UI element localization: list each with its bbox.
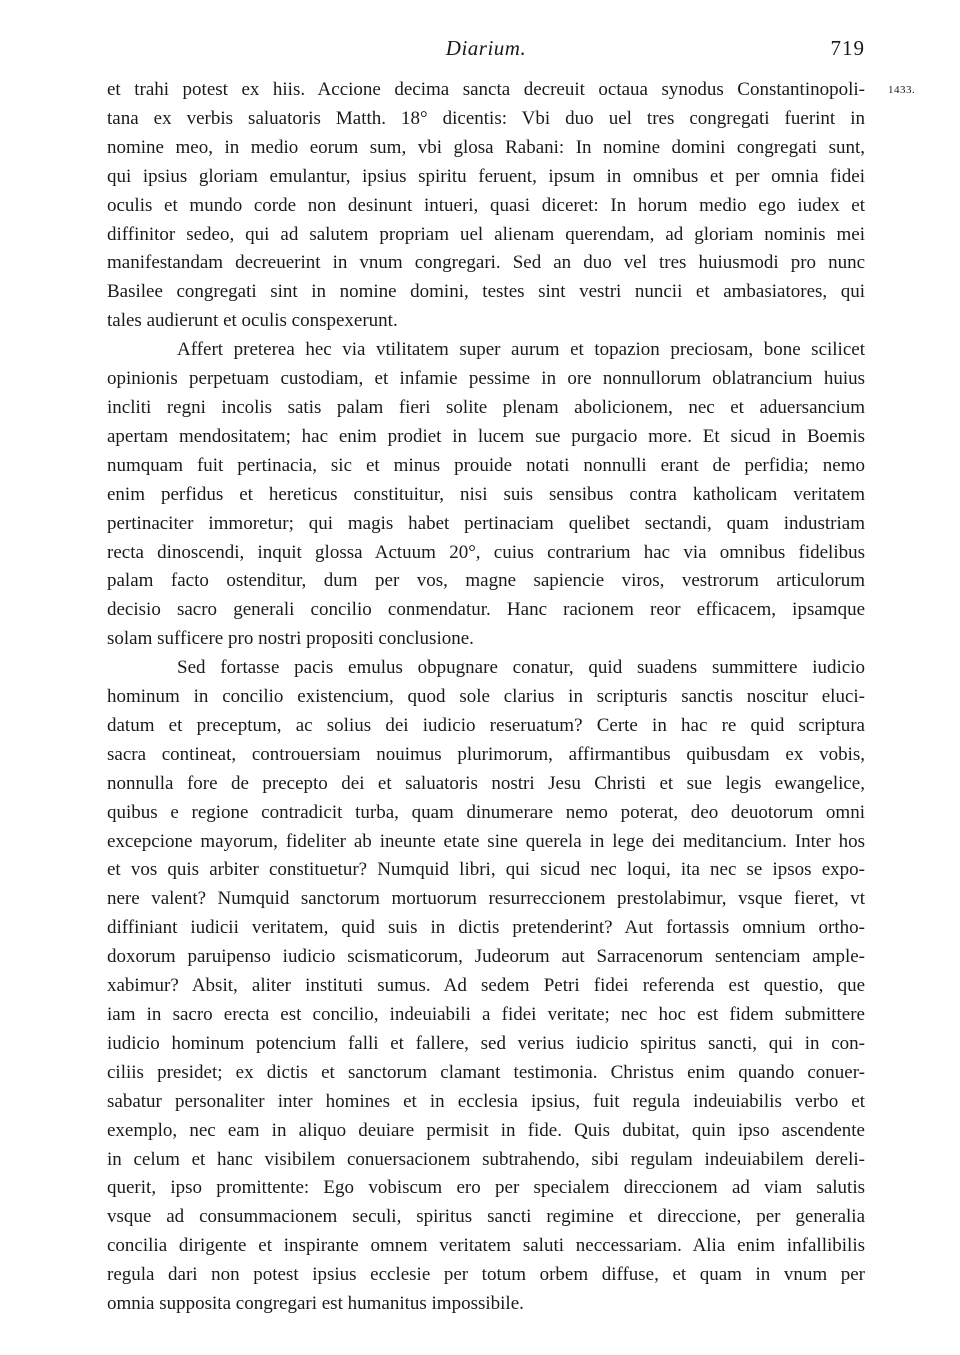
text-line: solam sufficere pro nostri propositi conclusione. xyxy=(107,628,474,650)
text-line: quibus e regione contradicit turba, quam dinumerare nemo poterat, deo deuotorum omni xyxy=(107,801,865,823)
text-line: palam facto ostenditur, dum per vos, magne sapiencie viros, vestrorum articulorum xyxy=(107,570,865,592)
text-line: Basilee congregati sint in nomine domini, testes sint vestri nuncii et ambasiatores, qui xyxy=(107,281,865,303)
text-line: pertinaciter immoretur; qui magis habet pertinaciam quelibet sectandi, quam industriam xyxy=(107,512,865,534)
text-line: incliti regni incolis satis palam fieri solite plenam abolicionem, nec et aduersancium xyxy=(107,396,865,418)
page-header xyxy=(107,36,865,66)
running-title: Diarium. xyxy=(445,36,527,60)
text-line: in celum et hanc visibilem conuersacionem subtrahendo, sibi regulam indeuiabilem dereli- xyxy=(107,1148,865,1170)
text-line: numquam fuit pertinacia, sic et minus prouide notati nonnulli erant de perfidia; nemo xyxy=(107,454,865,476)
text-line: regula dari non potest ipsius ecclesie per totum orbem diffuse, et quam in vnum per xyxy=(107,1264,865,1286)
text-line: et trahi potest ex hiis. Accione decima sancta decreuit octaua synodus Constantinopoli- xyxy=(107,79,865,100)
text-line: apertam mendositatem; hac enim prodiet in lucem sue purgacio more. Et sicud in Boemis xyxy=(107,425,865,447)
text-line: querit, ipso promittente: Ego vobiscum ero per specialem direccionem ad viam salutis xyxy=(107,1177,865,1199)
paragraph xyxy=(107,336,865,654)
text-line: sacra contineat, controuersiam nouimus plurimorum, affirmantibus quibusdam ex vobis, xyxy=(107,743,865,765)
page-number: 719 xyxy=(830,36,865,60)
text-line: omnia supposita congregari est humanitus impossibile. xyxy=(107,1293,524,1315)
text-line: doxorum paruipenso iudicio scismaticorum, Judeorum aut Sarracenorum sentenciam ample- xyxy=(107,946,865,968)
text-line: manifestandam decreuerint in vnum congregari. Sed an duo vel tres huiusmodi pro nunc xyxy=(107,252,865,274)
text-line: opinionis perpetuam custodiam, et infamie pessime in ore nonnullorum oblatrancium huius xyxy=(107,368,865,390)
text-line: recta dinoscendi, inquit glossa Actuum 20°, cuius contrarium hac via omnibus fidelibus xyxy=(107,541,865,563)
text-line: diffiniant iudicii veritatem, quid suis in dictis pretenderint? Aut fortassis omnium ortho- xyxy=(107,917,865,939)
text-line: Affert preterea hec via vtilitatem super aurum et topazion preciosam, bone scilicet xyxy=(177,339,865,361)
margin-year-note: 1433. xyxy=(888,84,916,96)
paragraph xyxy=(107,654,865,1319)
text-line: oculis et mundo corde non desinunt intueri, quasi diceret: In horum medio ego iudex et xyxy=(107,194,865,216)
text-line: datum et preceptum, ac solius dei iudicio reseruatum? Certe in hac re quid scriptura xyxy=(107,714,865,736)
text-line: nere valent? Numquid sanctorum mortuorum resurreccionem prestolabimur, vsque fieret, vt xyxy=(107,888,865,910)
text-line: iudicio hominum potencium falli et fallere, sed verius iudicio spiritus sancti, qui in con- xyxy=(107,1032,865,1054)
text-line: nonnulla fore de precepto dei et saluatoris nostri Jesu Christi et sue legis ewangelice, xyxy=(107,772,865,794)
text-line: Sed fortasse pacis emulus obpugnare conatur, quid suadens summittere iudicio xyxy=(177,657,865,679)
text-line: ciliis presidet; ex dictis et sanctorum clamant testimonia. Christus enim quando conuer- xyxy=(107,1061,865,1083)
text-line: enim perfidus et hereticus constituitur, nisi suis sensibus contra katholicam veritatem xyxy=(107,483,865,505)
text-line: decisio sacro generali concilio conmendatur. Hanc racionem reor efficacem, ipsamque xyxy=(107,599,865,621)
text-line: nomine meo, in medio eorum sum, vbi glosa Rabani: In nomine domini congregati sunt, xyxy=(107,136,865,158)
text-line: exemplo, nec eam in aliquo deuiare permisit in fide. Quis dubitat, quin ipso ascendente xyxy=(107,1119,865,1141)
text-line: concilia dirigente et inspirante omnem veritatem saluti neccessariam. Alia enim infallibilis xyxy=(107,1235,865,1257)
text-line: iam in sacro erecta est concilio, indeuiabili a fidei veritate; nec hoc est fidem submittere xyxy=(107,1004,865,1025)
text-line: hominum in concilio existencium, quod sole clarius in scripturis sanctis noscitur eluci- xyxy=(107,686,865,708)
text-line: sabatur personaliter inter homines et in ecclesia ipsius, fuit regula indeuiabilis verbo et xyxy=(107,1090,865,1112)
text-line: xabimur? Absit, aliter instituti sumus. Ad sedem Petri fidei referenda est questio, que xyxy=(107,975,865,997)
text-line: et vos quis arbiter constituetur? Numquid libri, qui sicud nec loqui, ita nec se ipsos expo- xyxy=(107,859,865,881)
paragraph xyxy=(107,76,865,336)
text-line: tana ex verbis saluatoris Matth. 18° dicentis: Vbi duo uel tres congregati fuerint in xyxy=(107,107,865,129)
text-line: excepcione mayorum, fideliter ab ineunte etate sine querela in lege dei meditancium. Inter hos xyxy=(107,830,865,852)
text-line: vsque ad consummacionem seculi, spiritus sancti regimine et direccione, per generalia xyxy=(107,1206,865,1228)
text-line: tales audierunt et oculis conspexerunt. xyxy=(107,310,398,332)
text-line: qui ipsius gloriam emulantur, ipsius spiritu feruent, ipsum in omnibus et per omnia fidei xyxy=(107,165,865,187)
body-text xyxy=(107,76,865,1319)
text-line: diffinitor sedeo, qui ad salutem propriam uel alienam querendam, ad gloriam nominis mei xyxy=(107,223,865,245)
